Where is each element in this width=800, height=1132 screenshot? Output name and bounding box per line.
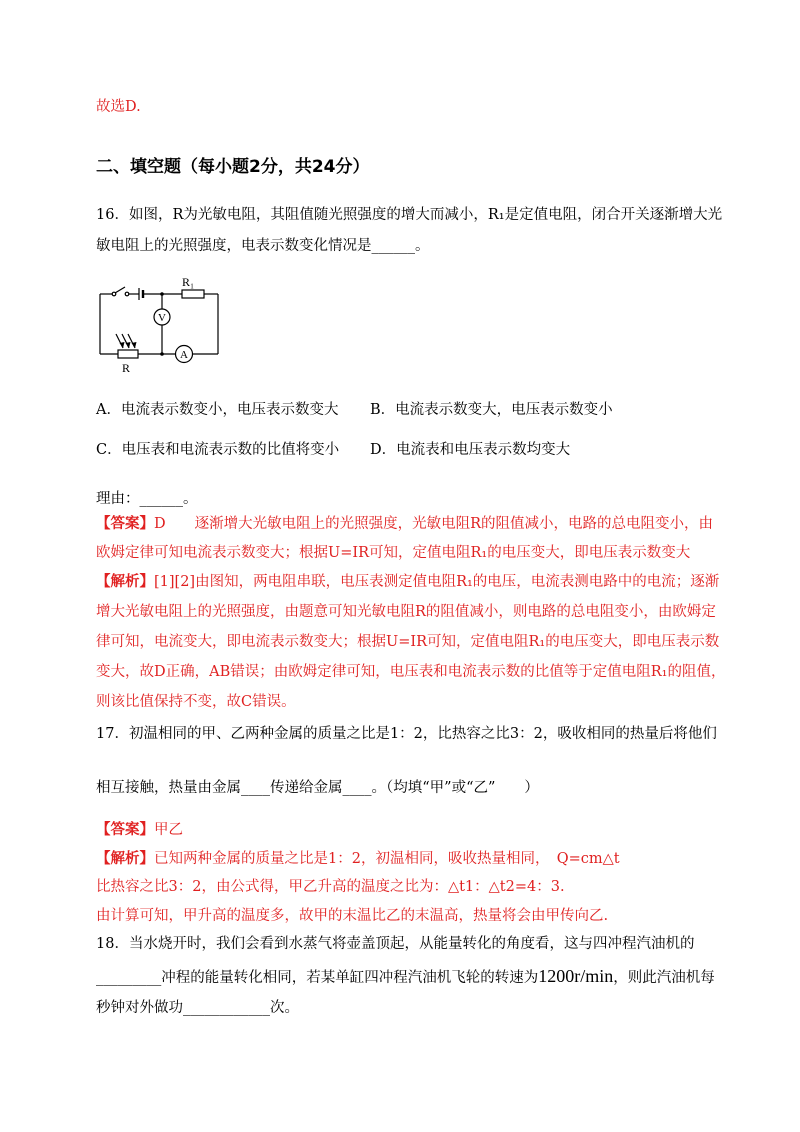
q17-stem-line1: 17．初温相同的甲、乙两种金属的质量之比是1：2，比热容之比3：2，吸收相同的热量后将他们	[96, 726, 717, 742]
voltmeter-label: V	[158, 312, 166, 324]
q16-answer-text: D 逐渐增大光敏电阻上的光照强度，光敏电阻R的阻值减小，电路的总电阻变小，由	[154, 516, 714, 532]
q17-analysis-text: 已知两种金属的质量之比是1：2，初温相同，吸收热量相同， Q=cm△t	[154, 851, 620, 867]
switch-contact	[125, 292, 129, 296]
q16-analysis-line5: 则该比值保持不变，故C错误。	[96, 694, 296, 710]
q18-line2-text: _________冲程的能量转化相同，若某单缸四冲程汽油机飞轮的转速为	[96, 970, 539, 986]
answer-tag: 【答案】	[96, 821, 154, 838]
q16-option-a: A．电流表示数变小，电压表示数变大	[96, 402, 339, 418]
q16-reason: 理由：______。	[96, 491, 198, 507]
q16-option-c: C．电压表和电流表示数的比值将变小	[96, 442, 340, 458]
q16-analysis-line3: 律可知，电流变大，即电流表示数变大；根据U=IR可知，定值电阻R₁的电压变大，即电压表示数	[96, 634, 720, 650]
q18-stem-line1: 18．当水烧开时，我们会看到水蒸气将壶盖顶起，从能量转化的角度看，这与四冲程汽油机的	[96, 936, 695, 952]
r1-label: R₁	[182, 275, 195, 289]
previous-answer: 故选D.	[96, 99, 141, 115]
q16-option-d: D．电流表和电压表示数均变大	[370, 442, 571, 458]
q16-analysis-line2: 增大光敏电阻上的光照强度，由题意可知光敏电阻R的阻值减小，则电路的总电阻变小，由欧姆定	[96, 604, 716, 620]
q16-answer-line1	[96, 514, 713, 534]
resistor-r1	[182, 290, 204, 298]
q17-analysis-line3: 由计算可知，甲升高的温度多，故甲的末温比乙的末温高，热量将会由甲传向乙.	[96, 908, 609, 924]
analysis-tag: 【解析】	[96, 850, 154, 867]
q17-analysis-line1	[96, 849, 620, 869]
q17-stem-line2: 相互接触，热量由金属____传递给金属____。（均填“甲”或“乙” ）	[96, 780, 539, 796]
q18-stem-line2	[96, 966, 715, 988]
rotation-speed: 1200r/min	[538, 966, 614, 986]
photoresistor-r	[118, 350, 138, 358]
r-label: R	[122, 361, 131, 375]
q18-stem-line3: 秒钟对外做功____________次。	[96, 1000, 299, 1016]
ammeter-label: A	[180, 349, 188, 361]
q17-answer-text: 甲乙	[154, 822, 183, 838]
junction-dot	[160, 352, 164, 356]
answer-tag: 【答案】	[96, 515, 154, 532]
circuit-diagram	[92, 272, 232, 377]
q16-stem-line2: 敏电阻上的光照强度，电表示数变化情况是______。	[96, 238, 430, 254]
q16-analysis-line4: 变大，故D正确，AB错误；由欧姆定律可知，电压表和电流表示数的比值等于定值电阻R₁的阻值，	[96, 664, 726, 680]
q16-option-b: B．电流表示数变大，电压表示数变小	[370, 402, 613, 418]
q16-answer-line2: 欧姆定律可知电流表示数变大；根据U=IR可知，定值电阻R₁的电压变大，即电压表示数变大	[96, 545, 691, 561]
analysis-tag: 【解析】	[96, 573, 154, 590]
switch-lever	[115, 287, 125, 293]
q18-line2-suffix: ，则此汽油机每	[613, 970, 715, 986]
q16-analysis-text: [1][2]由图知，两电阻串联，电压表测定值电阻R₁的电压，电流表测电路中的电流；逐渐	[154, 574, 720, 590]
q17-answer	[96, 820, 183, 840]
junction-dot	[160, 292, 164, 296]
q16-stem-line1: 16．如图，R为光敏电阻，其阻值随光照强度的增大而减小，R₁是定值电阻，闭合开关逐渐增大光	[96, 207, 723, 223]
q17-analysis-line2: 比热容之比3：2，由公式得，甲乙升高的温度之比为：△t1：△t2=4：3.	[96, 879, 565, 895]
q16-analysis-line1	[96, 572, 719, 592]
section-heading: 二、填空题（每小题2分，共24分）	[96, 157, 370, 177]
